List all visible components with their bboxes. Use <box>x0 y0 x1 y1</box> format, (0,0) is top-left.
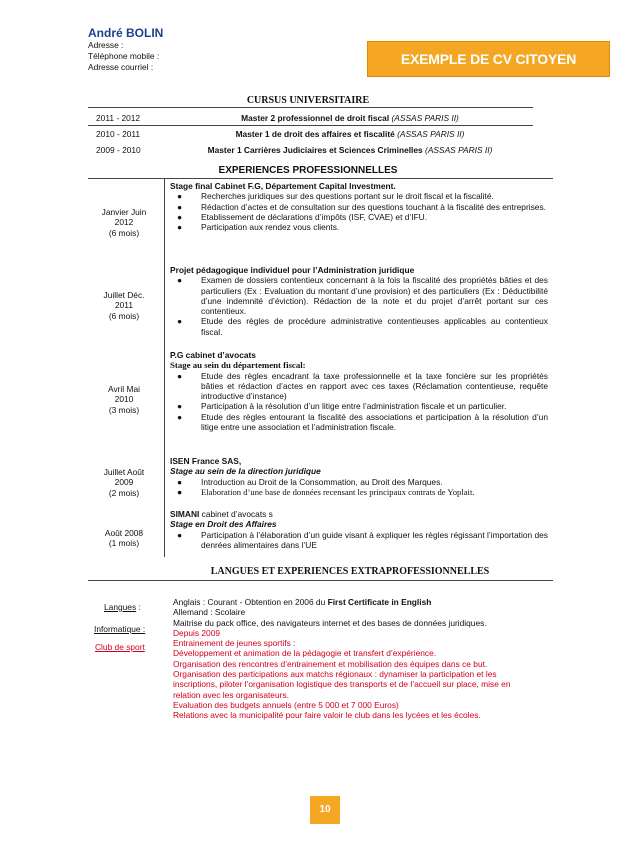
informatique-text: Maitrise du pack office, des navigateurs internet et des bases de données juridiques. <box>173 617 487 628</box>
period-line: Juillet Déc. <box>103 290 145 300</box>
experience-subtitle: Stage au sein du département fiscal: <box>170 360 306 371</box>
experience-entry <box>170 509 548 550</box>
experience-title: Projet pédagogique individuel pour l’Administration juridique <box>170 265 415 275</box>
period-line: (3 mois) <box>108 404 140 415</box>
cursus-title: CURSUS UNIVERSITAIRE <box>246 95 370 106</box>
cursus-degree: Master 2 professionnel de droit fiscal <box>241 113 390 123</box>
experience-title: ISEN France SAS, <box>170 456 242 466</box>
address-label: Adresse : <box>88 40 124 50</box>
period-line: (1 mois) <box>108 538 140 549</box>
bullet-item: ● Etude des règles entourant la fiscalité des associations et participation à la résolution d’un litige entre une association et l’administration fiscale. <box>177 411 548 433</box>
period-line: Août 2008 <box>104 528 144 538</box>
bullet-item: ● Participation aux rendez vous clients. <box>177 222 340 233</box>
period <box>88 467 160 498</box>
bullet-item: ● Participation à la résolution d’un litige entre l’administration fiscale et un particulier. <box>177 401 507 412</box>
period-line: (6 mois) <box>108 310 140 321</box>
club-text <box>173 628 533 721</box>
cursus-degree: Master 1 Carrières Judiciaires et Sciences Criminelles <box>207 145 423 155</box>
cursus-year: 2011 - 2012 <box>96 113 141 123</box>
email-label: Adresse courriel : <box>88 62 154 72</box>
bullet-item: ● Etude des règles de procédure administrative contentieuses applicables au contentieux fiscal. <box>177 316 548 337</box>
period-line: 2010 <box>114 394 134 405</box>
experience-title: P.G cabinet d’avocats <box>170 350 256 360</box>
cursus-school: (ASSAS PARIS II) <box>397 129 465 139</box>
experience-entry <box>170 456 548 497</box>
bullet-item: ● Examen de dossiers contentieux concernant à la fois la fiscalité des propriétés bâties et des particuliers (Ex : Evaluation du montant d’une provision) et des particuliers (Ex : Déductibilité d’une indemnité d’éviction). Rédaction de la note et du projet d’arrêt portant sur ces contentieux. <box>177 275 548 317</box>
period <box>88 528 160 549</box>
experience-title: Stage final Cabinet F.G, Département Capital Investment. <box>170 181 396 191</box>
bullet-item: ● Recherches juridiques sur des questions portant sur le droit fiscal et la fiscalité. <box>177 191 494 202</box>
experience-title-rest: cabinet d’avocats s <box>199 509 273 519</box>
period-line: Janvier Juin <box>101 207 147 217</box>
period <box>88 207 160 238</box>
bullet-item: ● Rédaction d’actes et de consultation sur des questions touchant à la fiscalité des entreprises. <box>177 201 546 212</box>
period <box>88 290 160 321</box>
experience-subtitle: Stage en Droit des Affaires <box>170 519 277 530</box>
divider <box>88 580 553 581</box>
cursus-year: 2009 - 2010 <box>96 145 141 155</box>
cursus-school: (ASSAS PARIS II) <box>391 113 459 123</box>
club-line: Evaluation des budgets annuels (entre 5 000 et 7 000 Euros) <box>173 699 399 710</box>
club-line: Organisation des rencontres d’entrainement et mobilisation des équipes dans ce but. <box>173 658 488 669</box>
langues-line: Anglais : Courant - Obtention en 2006 du <box>173 597 328 607</box>
langues-text <box>173 597 533 721</box>
column-divider <box>164 178 165 557</box>
phone-label: Téléphone mobile : <box>88 51 160 61</box>
experience-entry <box>170 265 548 337</box>
bullet-item: ● Etude des règles encadrant la taxe professionnelle et la taxe foncière sur les propriétés bâties et rédaction d’actes en rapport avec ces taxes (Réclamation contentieuse, requête introductive d’instance) <box>177 370 548 402</box>
banner-text: EXEMPLE DE CV CITOYEN <box>400 51 577 67</box>
divider <box>88 107 533 108</box>
cv-example-banner <box>367 41 610 77</box>
langues-title: LANGUES ET EXPERIENCES EXTRAPROFESSIONNELLES <box>210 566 490 577</box>
period-line: Juillet Août <box>103 467 145 477</box>
club-line: Développement et animation de la pédagogie et transfert d’expérience. <box>173 648 437 659</box>
divider <box>88 178 553 179</box>
club-line: Entrainement de jeunes sportifs : <box>173 638 296 649</box>
experience-title: SIMANI <box>170 509 200 519</box>
period-line: 2009 <box>114 477 134 488</box>
period-line: 2012 <box>114 217 134 228</box>
club-line: Organisation des participations aux matchs régionaux : dynamiser la participation et les inscriptions, piloter l’organisation logistique des transports et de l’accueil sur place, mise en relation avec les organisateurs. <box>173 669 511 700</box>
bullet-item: ● Elaboration d’une base de données recensant les principaux contrats de Yoplait. <box>177 486 475 497</box>
langues-label-colon: : <box>136 602 141 612</box>
experience-entry <box>170 350 548 432</box>
cursus-degree: Master 1 de droit des affaires et fiscalité <box>235 129 395 139</box>
candidate-name: André BOLIN <box>88 26 164 40</box>
club-line: Depuis 2009 <box>173 627 221 638</box>
divider <box>88 125 533 126</box>
informatique-label: Informatique : <box>94 624 146 634</box>
certificate-name: First Certificate in English <box>327 597 432 607</box>
page-number: 10 <box>310 796 340 824</box>
period-line: (2 mois) <box>108 487 140 498</box>
langues-label-wrap <box>104 602 141 612</box>
experiences-title: EXPERIENCES PROFESSIONNELLES <box>218 165 398 176</box>
period-line: (6 mois) <box>108 227 140 238</box>
experience-subtitle: Stage au sein de la direction juridique <box>170 466 321 477</box>
langues-line: Allemand : Scolaire <box>173 607 246 618</box>
cursus-year: 2010 - 2011 <box>96 129 141 139</box>
langues-label: Langues <box>104 602 137 612</box>
club-line: Relations avec la municipalité pour faire valoir le club dans les lycées et les écoles. <box>173 710 481 721</box>
bullet-item: ● Participation à l’élaboration d’un guide visant à expliquer les règles régissant l’importation des denrées alimentaires dans l’UE <box>177 529 548 550</box>
cursus-row <box>88 129 528 142</box>
period-line: 2011 <box>114 300 133 311</box>
experience-entry <box>170 181 548 232</box>
bullet-item: ● Introduction au Droit de la Consommation, au Droit des Marques. <box>177 476 443 487</box>
period <box>88 384 160 415</box>
period-line: Avril Mai <box>108 384 140 394</box>
bullet-item: ● Etablissement de déclarations d’impôts (ISF, CVAE) et d’IFU. <box>177 211 428 222</box>
cursus-row <box>88 145 528 158</box>
club-label: Club de sport <box>95 642 145 652</box>
cursus-school: (ASSAS PARIS II) <box>425 145 493 155</box>
